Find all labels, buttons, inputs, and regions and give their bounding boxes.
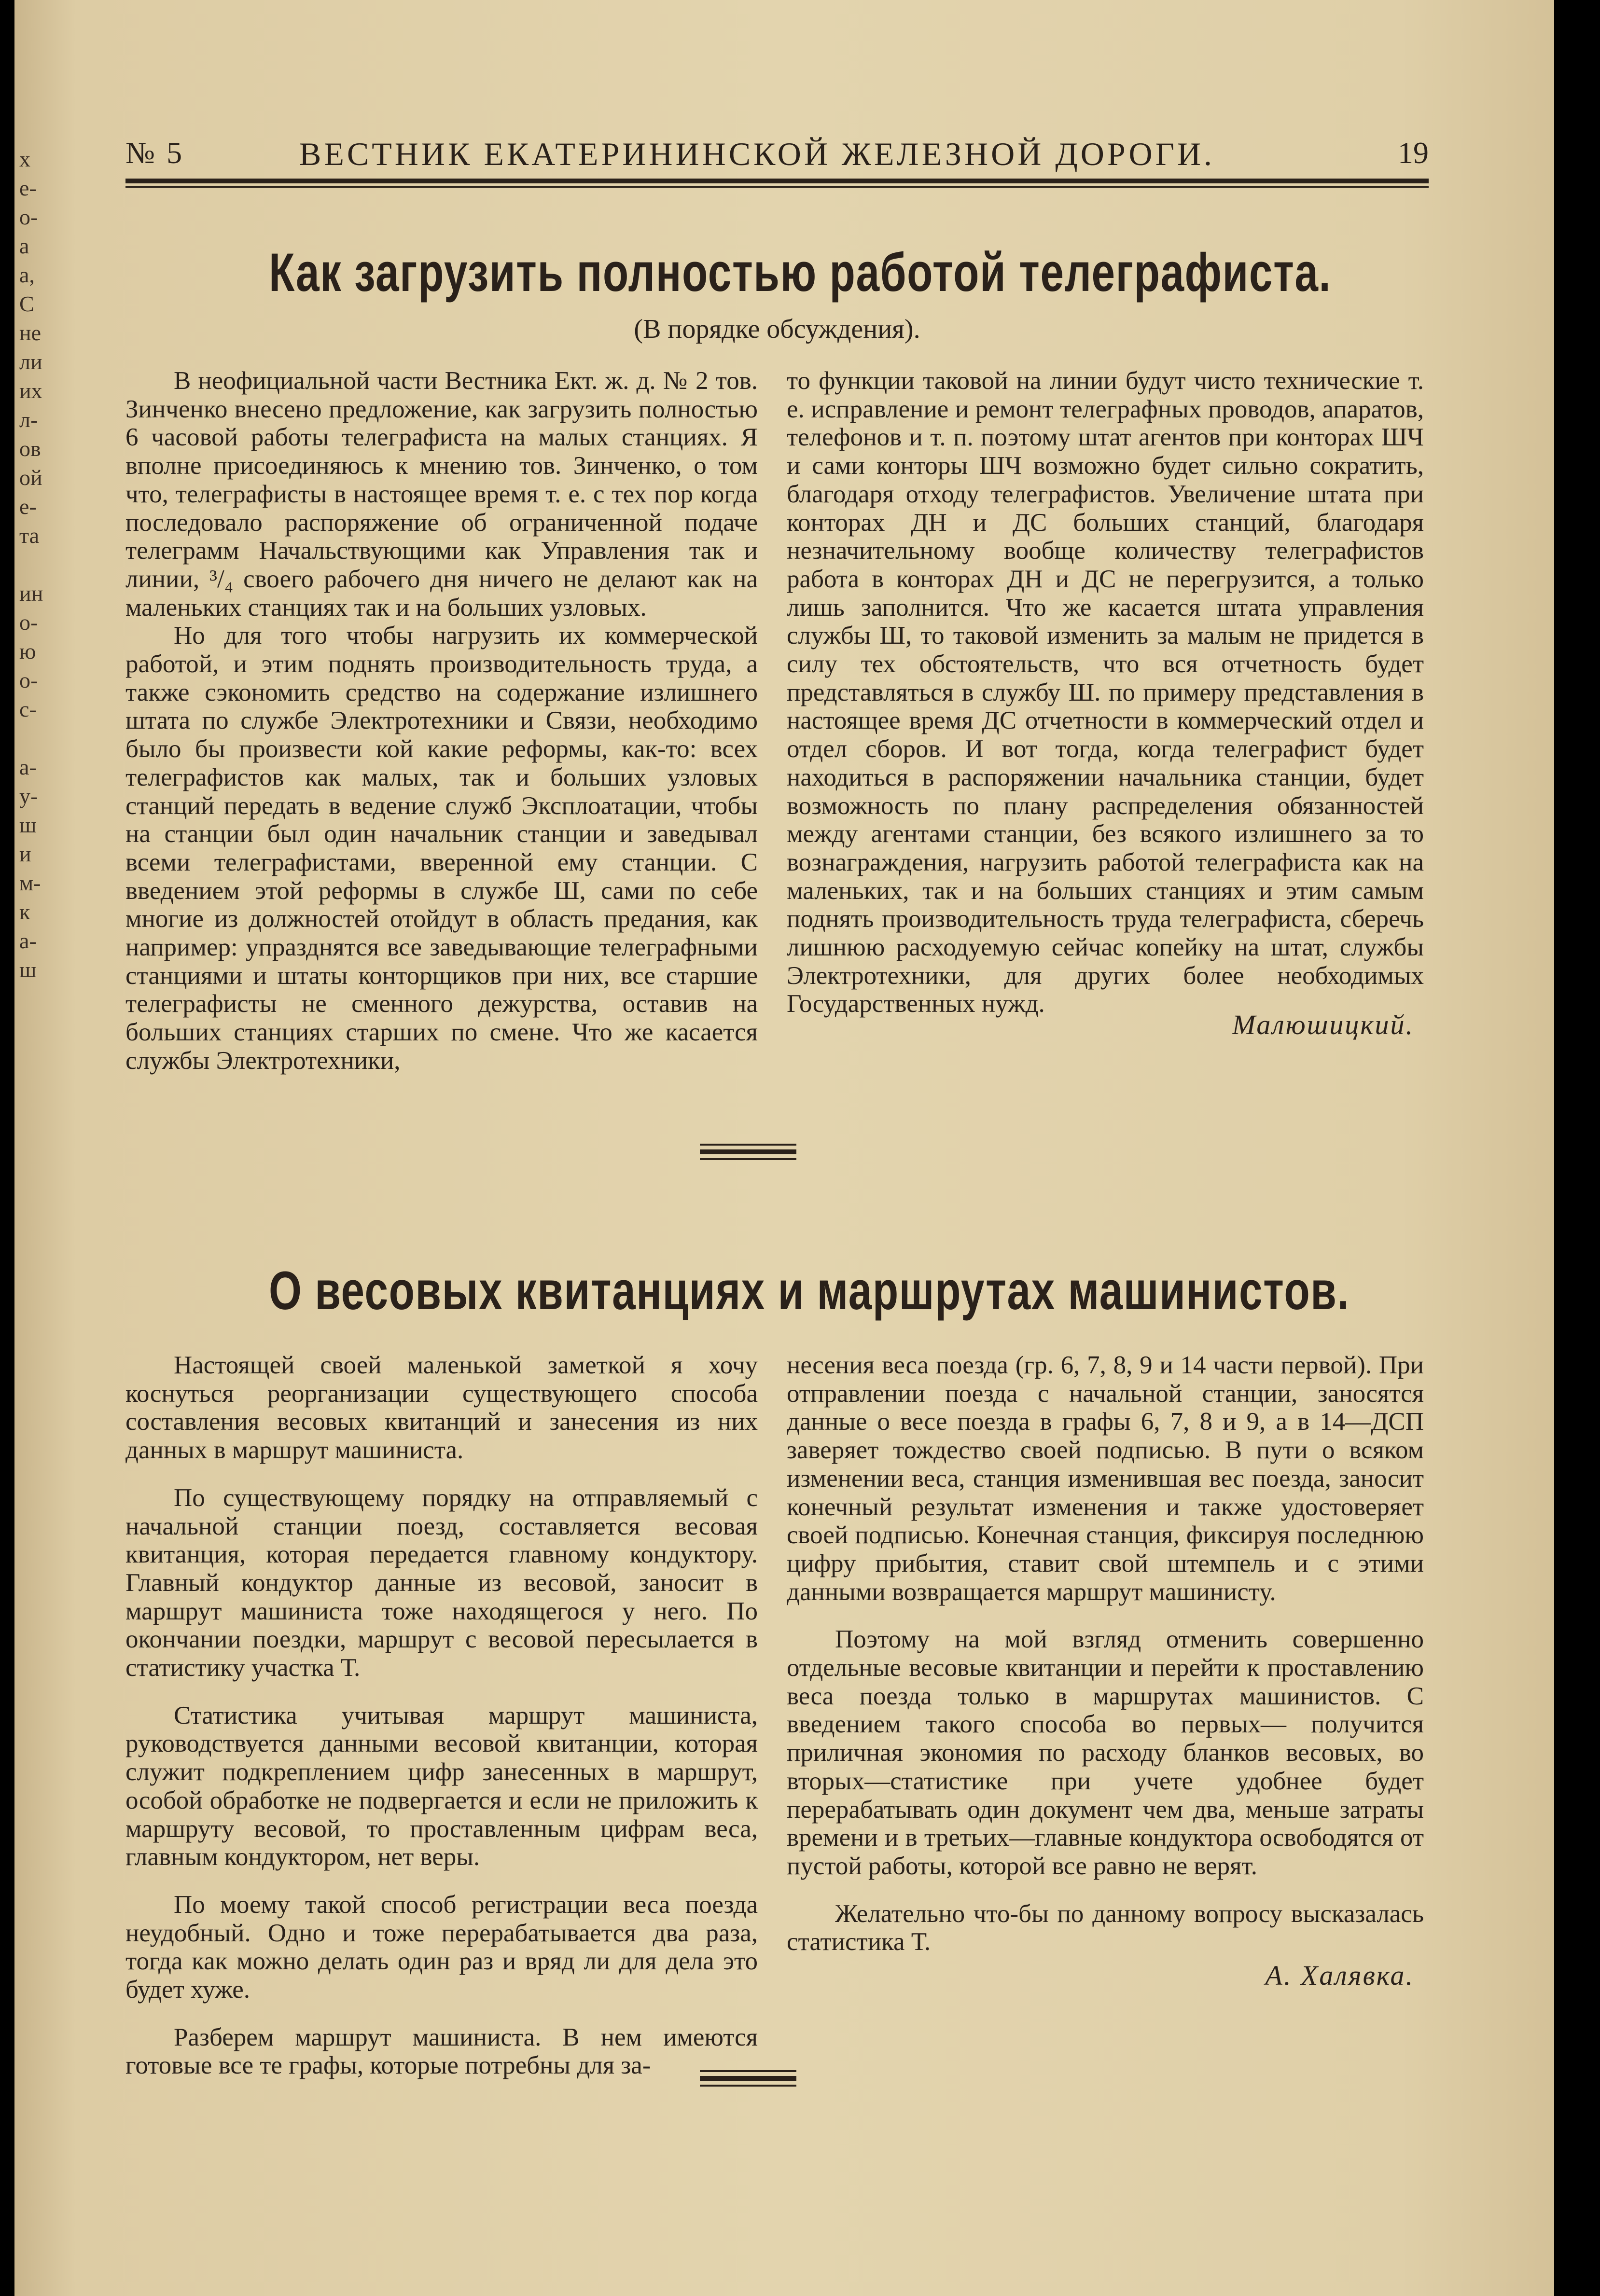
- article-2-right-column: [787, 1351, 1424, 1956]
- paragraph: Разберем маршрут машиниста. В нем имеются готовые все те графы, которые потребны для за-: [125, 2023, 758, 2080]
- section-divider: [700, 2070, 796, 2087]
- paragraph: По моему такой способ регистрации веса поезда неудобный. Одно и тоже перерабатывается два раза, тогда как можно делать один раз и вряд ли для дела это будет хуже.: [125, 1890, 758, 2004]
- article-1-title: Как загрузить полностью работой телеграфиста.: [269, 242, 1332, 303]
- paragraph: то функции таковой на линии будут чисто технические т. е. исправление и ремонт телеграфных проводов, апаратов, телефонов и т. п. поэтому штат агентов при конторах ШЧ и сами конторы ШЧ возможно будет сильно сократить, благодаря отходу телеграфистов. Увеличение штата при конторах ДН и ДС больших станций, благодаря незначительному вообще количеству телеграфистов работа в конторах ДН и ДС не перегрузится, а только лишь заполнится. Что же касается штата управления службы Ш, то таковой изменить за малым не придется в силу тех обстоятельств, что вся отчетность будет представляться в службу Ш. по примеру представления в настоящее время ДС отчетности в коммерческий отдел и отдел сборов. И вот тогда, когда телеграфист будет находиться в распоряжении начальника станции, будет возможность по плану распределения обязанностей между агентами станции, без всякого излишнего за то вознаграждения, нагрузить работой телеграфиста как на маленьких, так и на больших станциях и этим самым поднять производительность труда телеграфиста, сберечь лишнюю расходуемую сейчас копейку на штат, службы Электротехники, для других более необходимых Государственных нужд.: [787, 367, 1424, 1018]
- journal-title: ВЕСТНИК ЕКАТЕРИНИНСКОЙ ЖЕЛЕЗНОЙ ДОРОГИ.: [299, 136, 1215, 172]
- paragraph: По существующему порядку на отправляемый с начальной станции поезд, составляется весовая квитанция, которая передается главному кондуктору. Главный кондуктор данные из весовой, заносит в маршрут машиниста тоже находящегося у него. По окончании поездки, маршрут с весовой пересылается в статистику участка Т.: [125, 1483, 758, 1682]
- section-divider: [700, 1144, 796, 1160]
- newspaper-page: [14, 0, 1554, 2296]
- paragraph: несения веса поезда (гр. 6, 7, 8, 9 и 14 части первой). При отправлении поезда с начальной станции, заносятся данные о весе поезда в графы 6, 7, 8 и 9, а в 14—ДСП заверяет тождество своей подписью. В пути о всяком изменении веса, станция изменившая вес поезда, заносит конечный результат изменения и также удостоверяет своей подписью. Конечная станция, фиксируя последнюю цифру прибытия, ставит свой штемпель и с этими данными возвращается маршрут машинисту.: [787, 1351, 1424, 1606]
- article-1-signature: Малюшицкий.: [1232, 1009, 1414, 1040]
- header-rule: [125, 179, 1429, 183]
- paragraph: Поэтому на мой взгляд отменить совершенно отдельные весовые квитанции и перейти к проставлению веса поезда только в маршрутах машинистов. С введением такого способа во первых— получится приличная экономия по расходу бланков весовых, во вторых—статистике при учете удобнее будет перерабатывать один документ чем два, меньше затраты времени и в третьих—главные кондуктора освободятся от пустой работы, которой все равно не верят.: [787, 1625, 1424, 1880]
- issue-number: № 5: [125, 136, 184, 170]
- article-2-title: О весовых квитанциях и маршрутах машинистов.: [269, 1260, 1350, 1321]
- page-number: 19: [1398, 136, 1429, 170]
- header-rule-thin: [125, 186, 1429, 188]
- article-2-left-column: [125, 1351, 758, 2080]
- paragraph: В неофициальной части Вестника Ект. ж. д. № 2 тов. Зинченко внесено предложение, как загрузить полностью 6 часовой работы телеграфиста на малых станциях. Я вполне присоединяюсь к мнению тов. Зинченко, о том что, телеграфисты в настоящее время т. е. с тех пор когда последовало распоряжение об ограниченной подаче телеграмм Начальствующими как Управления так и линии, ³/₄ своего рабочего дня ничего не делают как на маленьких станциях так и на больших узловых.: [125, 367, 758, 622]
- page-header: [125, 130, 1429, 183]
- adjacent-page-edge-text: х е- о- а а, С не ли их л- ов ой е- та ин о- ю о- с- а- у- ш и м- к а- ш: [19, 147, 43, 982]
- article-1-left-column: [125, 367, 758, 1075]
- paragraph: Желательно что-бы по данному вопросу высказалась статистика Т.: [787, 1899, 1424, 1956]
- paragraph: Статистика учитывая маршрут машиниста, руководствуется данными весовой квитанции, которая служит подкреплением цифр занесенных в маршрут, особой обработке не подвергается и если не приложить к маршруту весовой, то проставленным цифрам веса, главным кондуктором, нет веры.: [125, 1701, 758, 1871]
- paragraph: Но для того чтобы нагрузить их коммерческой работой, и этим поднять производительность труда, а также сэкономить средство на содержание излишнего штата по службе Электротехники и Связи, необходимо было бы произвести кой какие реформы, как-то: всех телеграфистов как малых, так и больших узловых станций передать в ведение служб Эксплоатации, чтобы на станции был один начальник станции и заведывал всеми телеграфистами, вверенной ему станции. С введением этой реформы в службе Ш, сами по себе многие из должностей отойдут в область предания, как например: упразднятся все заведывающие телеграфными станциями и штаты конторщиков при них, все старшие телеграфисты не сменного дежурства, оставив на больших станциях старших по смене. Что же касается службы Электротехники,: [125, 622, 758, 1075]
- article-1-subtitle: (В порядке обсуждения).: [634, 314, 920, 344]
- article-2-signature: А. Халявка.: [1265, 1960, 1414, 1991]
- paragraph: Настоящей своей маленькой заметкой я хочу коснуться реорганизации существующего способа составления весовых квитанций и занесения из них данных в маршрут машиниста.: [125, 1351, 758, 1465]
- article-1-right-column: [787, 367, 1424, 1018]
